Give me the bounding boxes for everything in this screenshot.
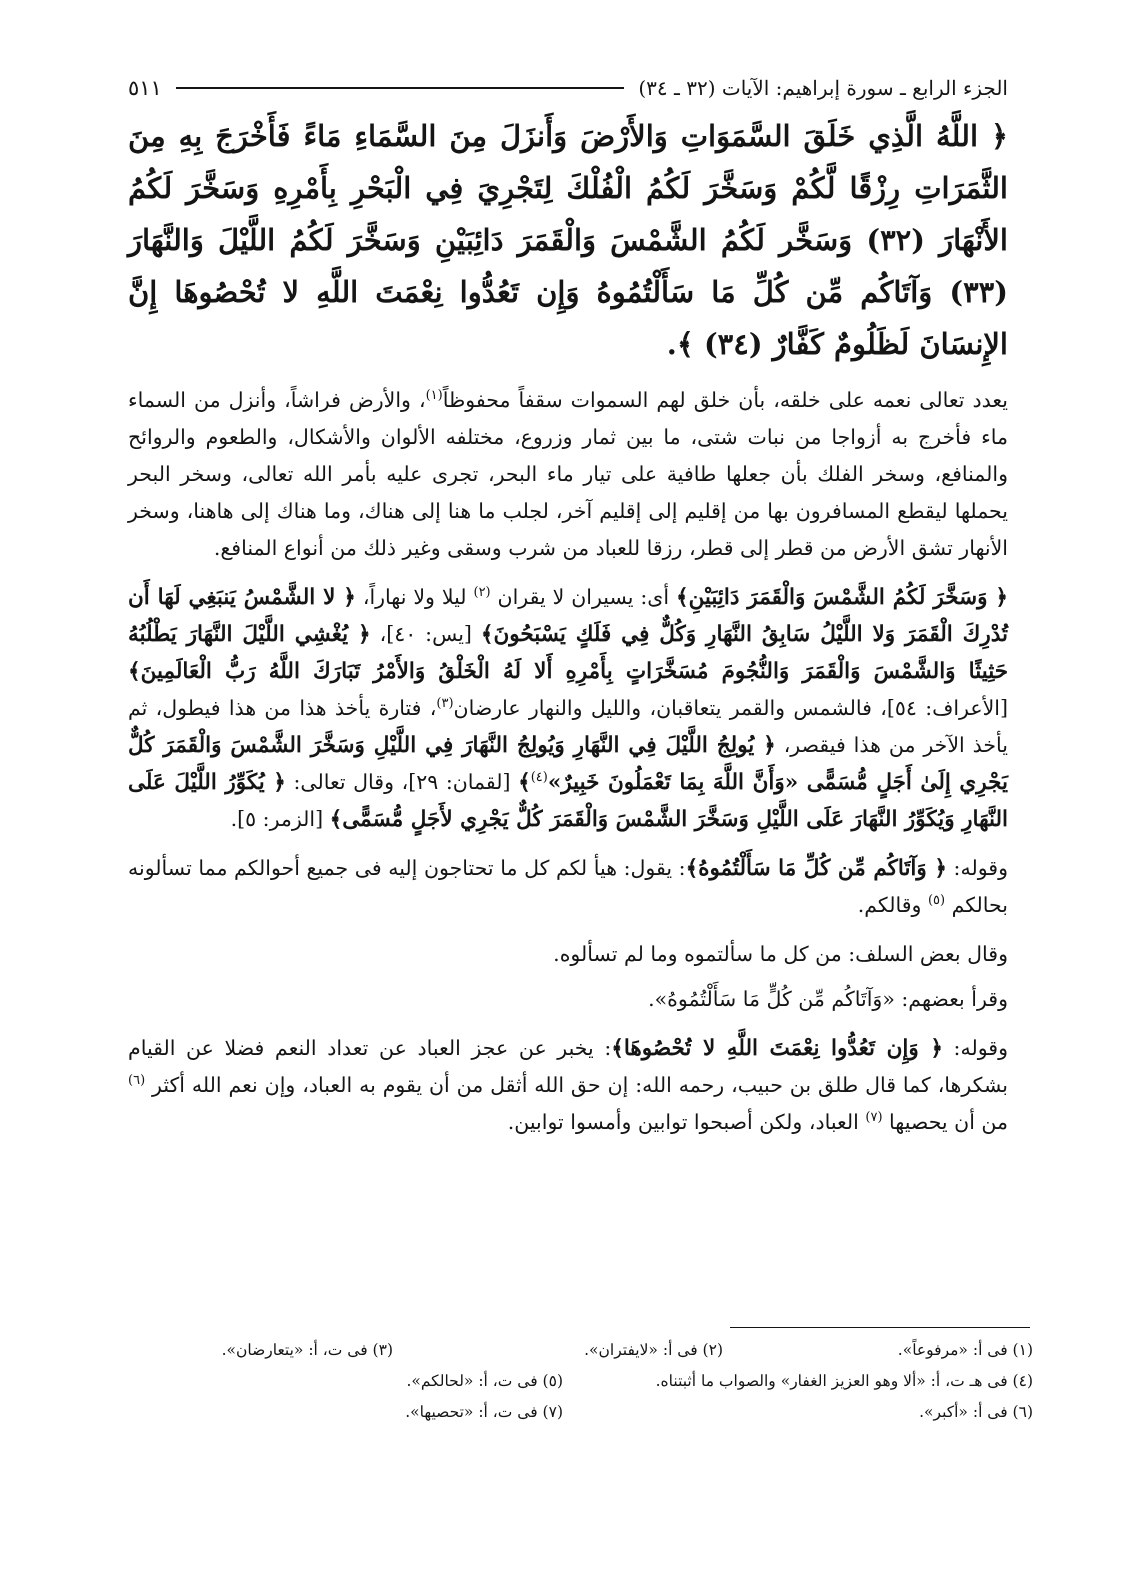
inline-verse-6: ﴿ وَآتَاكُم مِّن كُلِّ مَا سَأَلْتُمُوهُ﴾ [685,856,947,881]
header-title: الجزء الرابع ـ سورة إبراهيم: الآيات (٣٢ ـ ٣٤) [638,76,1008,100]
inline-verse-4: ﴿ يُولِجُ اللَّيْلَ فِي النَّهَارِ وَيُولِجُ النَّهَارَ فِي اللَّيْلِ وَسَخَّرَ الشَّمْسَ وَالْقَمَرَ كُلٌّ يَجْرِي إِلَىٰ أَجَلٍ مُّسَمًّى «وَأَنَّ اللَّهَ بِمَا تَعْمَلُونَ خَبِيرٌ» [128,733,1008,795]
footnote-2: (٢) فى أ: «لايفتران». [584,1341,723,1359]
footnote-ref-2: (٢) [473,585,491,601]
para2-text-4: [الأعراف: ٥٤]، فالشمس والقمر يتعاقبان، والليل والنهار عارضان [453,696,1008,720]
footnote-3: (٣) فى ت، أ: «يتعارضان». [221,1341,393,1359]
para2-text-7: [الزمر: ٥]. [230,807,330,831]
footnote-ref-3: (٣) [436,696,454,712]
footnotes [128,1335,1033,1428]
commentary-paragraph-1 [128,382,1008,567]
para6-text-a: وقوله: [942,1036,1008,1060]
footnote-4: (٤) فى هـ ت، أ: «ألا وهو العزيز الغفار» والصواب ما أثبتناه. [655,1372,1033,1390]
para3-text-c: وقالكم. [857,893,928,917]
commentary-paragraph-5 [128,981,1008,1018]
para2-text-2: ليلا ولا نهاراً، [355,585,474,609]
footnote-7: (٧) فى ت، أ: «تحصيها». [405,1403,563,1421]
page-number: ٥١١ [128,76,162,100]
footnote-ref-7: (٧) [865,1110,883,1126]
inline-verse-3: ﴿ يُغْشِي اللَّيْلَ النَّهَارَ يَطْلُبُهُ حَثِيثًا وَالشَّمْسَ وَالْقَمَرَ وَالنُّجُومَ مُسَخَّرَاتٍ بِأَمْرِهِ أَلا لَهُ الْخَلْقُ وَالأَمْرُ تَبَارَكَ اللَّهُ رَبُّ الْعَالَمِينَ﴾ [128,622,1008,684]
inline-verse-2: ﴿ لا الشَّمْسُ يَنبَغِي لَهَا أَن تُدْرِكَ الْقَمَرَ وَلا اللَّيْلُ سَابِقُ النَّهَارِ وَكُلٌّ فِي فَلَكٍ يَسْبَحُونَ﴾ [128,585,1008,647]
para2-text-6: [لقمان: ٢٩]، وقال تعالى: [285,770,519,794]
para2-text-5: ، فتارة يأخذ هذا من هذا فيطول، ثم يأخذ الآخر من هذا فيقصر، [128,696,1008,757]
inline-verse-7: ﴿ وَإِن تَعُدُّوا نِعْمَتَ اللَّهِ لا تُحْصُوهَا﴾ [611,1036,943,1061]
header-rule [176,87,625,89]
running-header [128,70,1008,106]
para2-text-3: [يس: ٤٠]، [370,622,481,646]
footnote-row [128,1366,1033,1397]
para6-text-b: : يخبر عن عجز العباد عن تعداد النعم فضلا عن القيام بشكرها، كما قال طلق بن حبيب، رحمه الله: إن حق الله أثقل من أن يقوم به العباد، وإن نعم الله أكثر [128,1036,1008,1097]
commentary-paragraph-2 [128,579,1008,838]
para1-text-a: يعدد تعالى نعمه على خلقه، بأن خلق لهم السموات سقفاً محفوظاً [442,388,1008,412]
footnote-ref-1: (١) [425,388,443,404]
inline-verse-4-end: ﴾ [518,770,531,795]
footnote-row [128,1335,1033,1366]
para6-text-d: العباد، ولكن أصبحوا توابين وأمسوا توابين. [507,1110,866,1134]
footnote-5: (٥) فى ت، أ: «لحالكم». [406,1372,563,1390]
footnote-6: (٦) فى أ: «أكبر». [919,1403,1033,1421]
para6-text-c: من أن يحصيها [882,1110,1008,1134]
page [128,70,1008,1141]
para3-text-a: وقوله: [946,856,1008,880]
quran-verse-block: ﴿ اللَّهُ الَّذِي خَلَقَ السَّمَوَاتِ وَالأَرْضَ وَأَنزَلَ مِنَ السَّمَاءِ مَاءً فَأَخْرَجَ بِهِ مِنَ الثَّمَرَاتِ رِزْقًا لَّكُمْ وَسَخَّرَ لَكُمُ الْفُلْكَ لِتَجْرِيَ فِي الْبَحْرِ بِأَمْرِهِ وَسَخَّرَ لَكُمُ الأَنْهَارَ (٣٢) وَسَخَّر لَكُمُ الشَّمْسَ وَالْقَمَرَ دَائِبَيْنِ وَسَخَّرَ لَكُمُ اللَّيْلَ وَالنَّهَارَ (٣٣) وَآتَاكُم مِّن كُلِّ مَا سَأَلْتُمُوهُ وَإِن تَعُدُّوا نِعْمَتَ اللَّهِ لا تُحْصُوهَا إِنَّ الإِنسَانَ لَظَلُومٌ كَفَّارٌ (٣٤) ﴾. [128,119,1008,361]
para1-text-b: ، والأرض فراشاً، وأنزل من السماء ماء فأخرج به أزواجا من نبات شتى، ما بين ثمار وزروع، مختلفه الألوان والأشكال، والطعوم والروائح والمنافع، وسخر الفلك بأن جعلها طافية على تيار ماء البحر، تجرى عليه بأمر الله تعالى، وسخر البحر يحملها ليقطع المسافرون بها من إقليم إلى إقليم آخر، لجلب ما هنا إلى هناك، وما هناك إلى هاهنا، وسخر الأنهار تشق الأرض من قطر إلى قطر، رزقا للعباد من شرب وسقى وغير ذلك من أنواع المنافع. [128,388,1008,560]
footnote-row [128,1397,1033,1428]
footnote-ref-6: (٦) [128,1073,146,1089]
inline-verse-5: ﴿ يُكَوِّرُ اللَّيْلَ عَلَى النَّهَارِ وَيُكَوِّرُ النَّهَارَ عَلَى اللَّيْلِ وَسَخَّرَ الشَّمْسَ وَالْقَمَرَ كُلٌّ يَجْرِي لأَجَلٍ مُّسَمًّى﴾ [128,770,1008,832]
para3-text-b: : يقول: هيأ لكم كل ما تحتاجون إليه فى جميع أحوالكم مما تسألونه بحالكم [128,856,1008,917]
footnote-ref-5: (٥) [927,893,946,909]
para5-text-a: وقرأ بعضهم: «وَآتَاكُم مِّن كُلٍّ مَا سَأَلْتُمُوهُ». [648,987,1008,1011]
inline-verse-1: ﴿ وَسَخَّرَ لَكُمُ الشَّمْسَ وَالْقَمَرَ دَائِبَيْنِ﴾ [675,585,1008,610]
footnote-1: (١) فى أ: «مرفوعاً». [897,1341,1033,1359]
commentary-paragraph-4: وقال بعض السلف: من كل ما سألتموه وما لم تسألوه. [553,942,1008,966]
para2-text-1: أى: يسيران لا يقران [490,585,676,609]
commentary-paragraph-3 [128,850,1008,924]
commentary-paragraph-6 [128,1030,1008,1141]
footnote-ref-4: (٤) [530,770,548,786]
footnote-rule [730,1327,1030,1328]
